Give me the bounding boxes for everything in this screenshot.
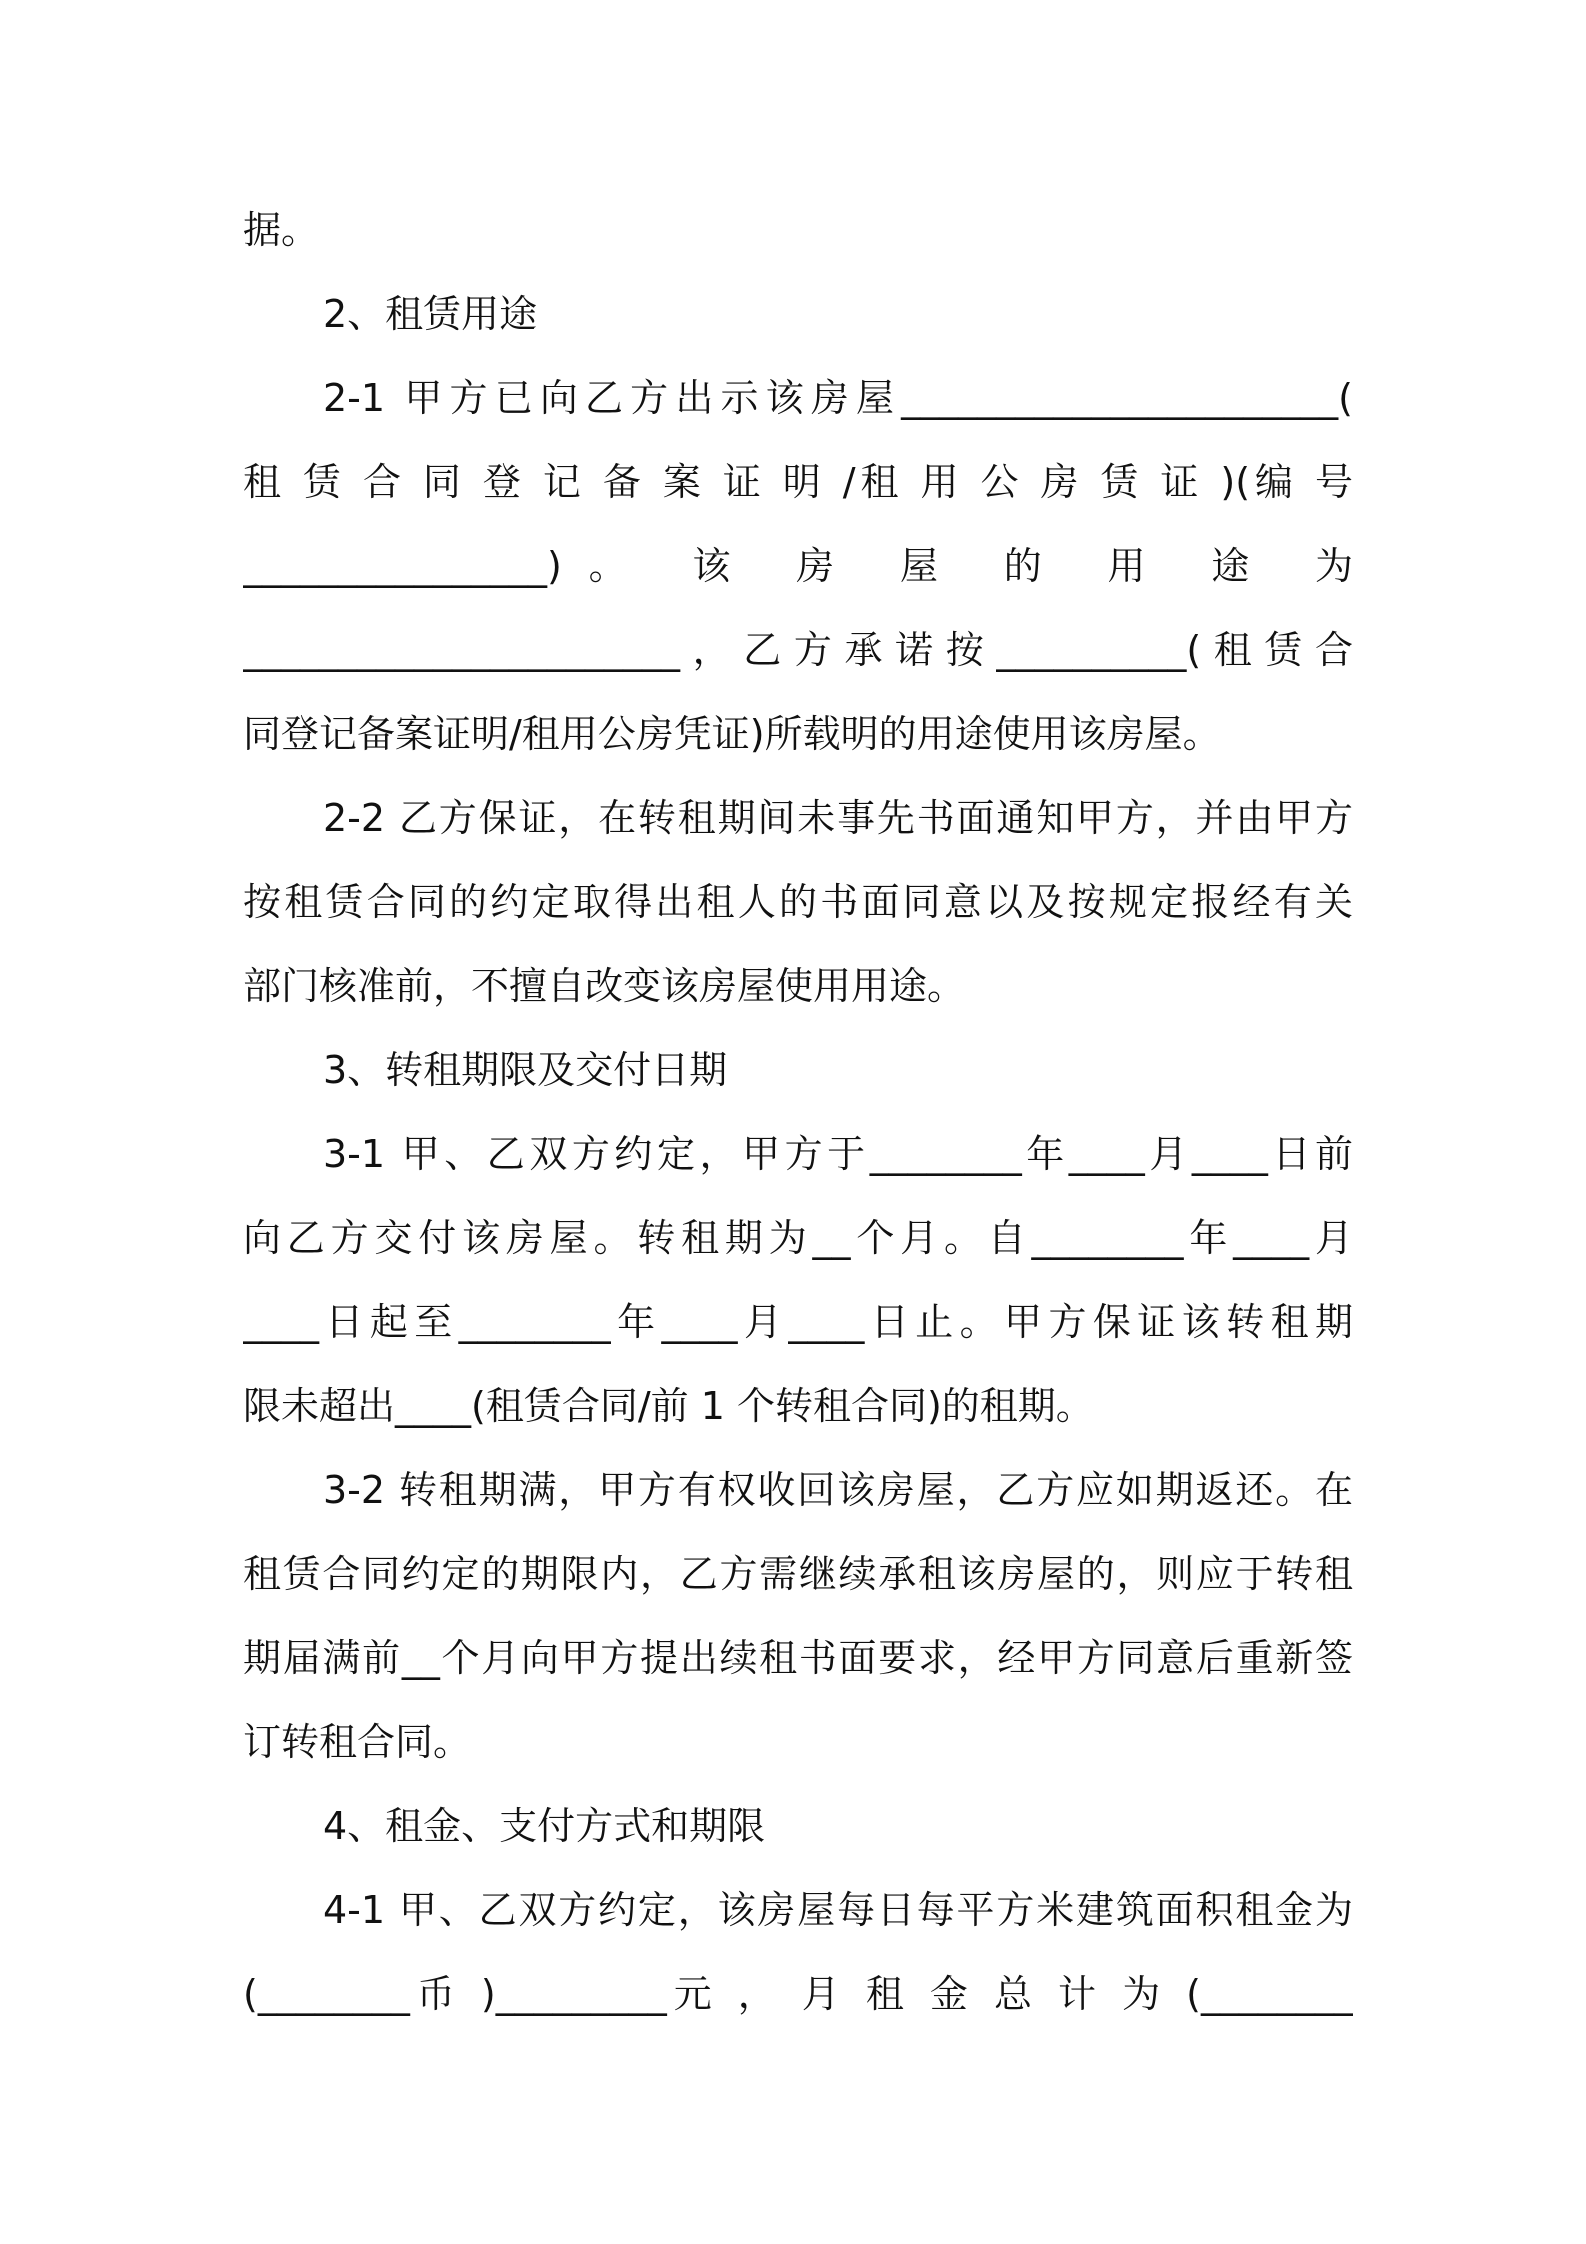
text-line: 期届满前__个月向甲方提出续租书面要求，经甲方同意后重新签	[243, 1636, 1353, 1680]
section-heading-2: 2、租赁用途	[323, 292, 538, 336]
text-line: (________币 )_________元 ， 月 租 金 总 计 为 (________	[243, 1972, 1353, 2016]
text-line: 按租赁合同的约定取得出租人的书面同意以及按规定报经有关	[243, 880, 1353, 924]
text-line: 限未超出____(租赁合同/前 1 个转租合同)的租期。	[243, 1384, 1094, 1428]
text-line: 3-1 甲、乙双方约定，甲方于________年____月____日前	[323, 1132, 1353, 1176]
text-line: 据。	[243, 208, 320, 252]
text-line: 4-1 甲、乙双方约定，该房屋每日每平方米建筑面积租金为	[323, 1888, 1353, 1932]
section-heading-3: 3、转租期限及交付日期	[323, 1048, 728, 1092]
text-line: 订转租合同。	[243, 1720, 472, 1764]
section-heading-4: 4、租金、支付方式和期限	[323, 1804, 766, 1848]
text-line: ____日起至________年____月____日止。甲方保证该转租期	[243, 1300, 1353, 1344]
text-line: 2-2 乙方保证，在转租期间未事先书面通知甲方，并由甲方	[323, 796, 1353, 840]
text-line: ________________)。 该 房 屋 的 用 途 为	[243, 544, 1353, 588]
text-line: _______________________，乙方承诺按__________(租赁合	[243, 628, 1353, 672]
text-line: 向乙方交付该房屋。转租期为__个月。自________年____月	[243, 1216, 1353, 1260]
text-line: 部门核准前，不擅自改变该房屋使用用途。	[243, 964, 966, 1008]
text-line: 同登记备案证明/租用公房凭证)所载明的用途使用该房屋。	[243, 712, 1221, 756]
text-line: 2-1 甲方已向乙方出示该房屋_______________________(	[323, 376, 1353, 420]
text-line: 租 赁 合 同 登 记 备 案 证 明 /租 用 公 房 赁 证 )(编 号	[243, 460, 1353, 504]
text-line: 租赁合同约定的期限内，乙方需继续承租该房屋的，则应于转租	[243, 1552, 1353, 1596]
text-line: 3-2 转租期满，甲方有权收回该房屋，乙方应如期返还。在	[323, 1468, 1353, 1512]
